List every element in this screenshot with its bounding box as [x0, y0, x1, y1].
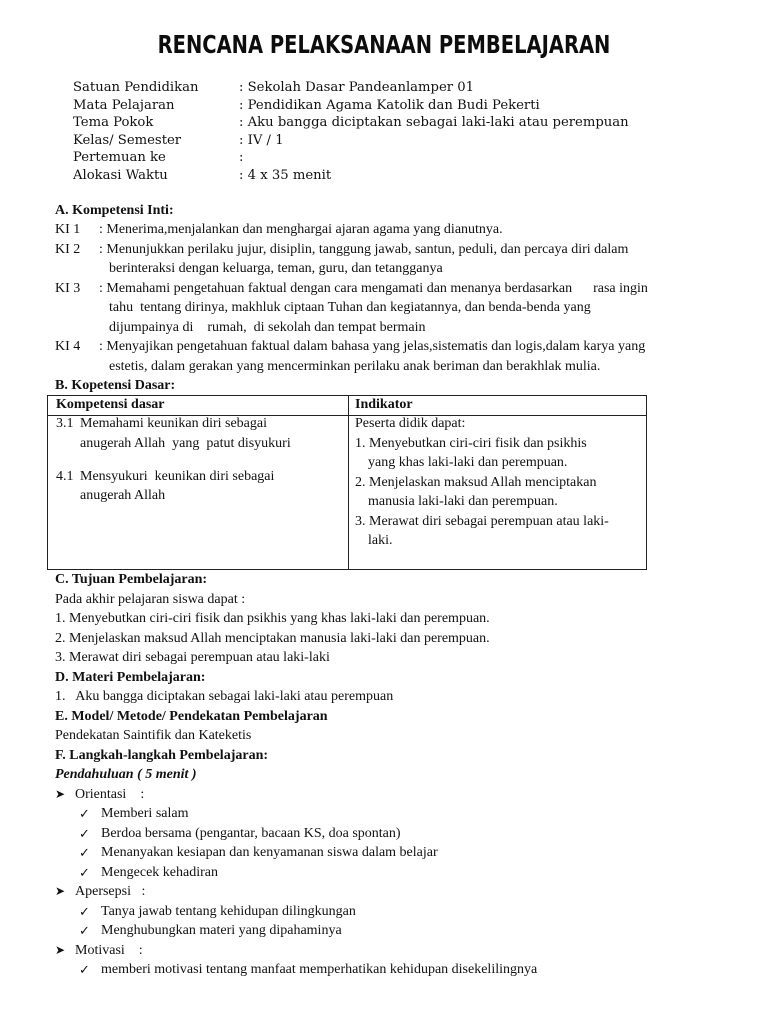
phase-heading: Pendahuluan ( 5 menit ): [55, 767, 197, 782]
kd-text: Mensyukuri keunikan diri sebagai: [80, 469, 275, 484]
section-e-text: Pendekatan Saintifik dan Kateketis: [55, 728, 252, 743]
indikator-text: yang khas laki-laki dan perempuan.: [368, 455, 568, 470]
identity-label: Mata Pelajaran: [73, 97, 175, 113]
ki-code: KI 2: [55, 241, 81, 257]
tujuan-item: 2. Menjelaskan maksud Allah menciptakan manusia laki-laki dan perempuan.: [55, 630, 490, 646]
indikator-intro: Peserta didik dapat:: [355, 416, 466, 431]
ki-code: KI 1: [55, 222, 81, 237]
step-item: Menghubungkan materi yang dipahaminya: [101, 923, 342, 938]
indikator-num: 3.: [355, 514, 366, 529]
kd-num: 4.1: [56, 469, 74, 484]
document-title: RENCANA PELAKSANAAN PEMBELAJARAN: [157, 30, 611, 59]
identity-value: : Aku bangga diciptakan sebagai laki-laki atau perempuan: [239, 115, 629, 130]
step-group-label: Apersepsi :: [75, 884, 146, 899]
identity-label: Kelas/ Semester: [73, 132, 182, 148]
kd-text: anugerah Allah: [80, 488, 166, 503]
table-header-kd: Kompetensi dasar: [56, 397, 165, 412]
indikator-text: Menjelaskan maksud Allah menciptakan: [369, 475, 597, 490]
ki-text: estetis, dalam gerakan yang mencerminkan perilaku anak beriman dan berakhlak mulia.: [109, 358, 601, 374]
step-item: Berdoa bersama (pengantar, bacaan KS, doa spontan): [101, 825, 401, 841]
ki-text: : Menyajikan pengetahuan faktual dalam bahasa yang jelas,sistematis dan logis,dalam karya yang: [99, 339, 646, 354]
kd-text: anugerah Allah yang patut disyukuri: [80, 436, 291, 451]
arrow-bullet-icon: ➤: [55, 786, 66, 801]
check-icon: ✓: [79, 903, 90, 919]
indikator-text: Menyebutkan ciri-ciri fisik dan psikhis: [369, 436, 587, 451]
step-item: memberi motivasi tentang manfaat memperhatikan kehidupan disekelilingnya: [101, 962, 538, 977]
step-group-label: Orientasi :: [75, 786, 145, 802]
arrow-bullet-icon: ➤: [55, 942, 66, 957]
identity-label: Satuan Pendidikan: [73, 80, 199, 95]
check-icon: ✓: [79, 806, 90, 821]
materi-item: 1. Aku bangga diciptakan sebagai laki-laki atau perempuan: [55, 689, 394, 704]
section-d-heading: D. Materi Pembelajaran:: [55, 669, 206, 685]
table-header-indikator: Indikator: [355, 397, 413, 412]
step-group-label: Motivasi :: [75, 942, 143, 958]
tujuan-item: 1. Menyebutkan ciri-ciri fisik dan psikhis yang khas laki-laki dan perempuan.: [55, 611, 490, 626]
identity-value: : Pendidikan Agama Katolik dan Budi Pekerti: [239, 97, 540, 113]
section-e-heading: E. Model/ Metode/ Pendekatan Pembelajaran: [55, 708, 328, 724]
indikator-num: 1.: [355, 436, 366, 451]
table-column-divider: [348, 396, 349, 569]
section-c-intro: Pada akhir pelajaran siswa dapat :: [55, 591, 246, 607]
check-icon: ✓: [79, 825, 90, 841]
ki-text: : Menunjukkan perilaku jujur, disiplin, tanggung jawab, santun, peduli, dan percaya diri dalam: [99, 241, 629, 257]
identity-value: :: [239, 150, 244, 165]
identity-label: Tema Pokok: [73, 115, 154, 130]
ki-code: KI 4: [55, 339, 81, 354]
indikator-text: manusia laki-laki dan perempuan.: [368, 494, 558, 509]
ki-text: dijumpainya di rumah, di sekolah dan tempat bermain: [109, 319, 426, 335]
step-item: Menanyakan kesiapan dan kenyamanan siswa dalam belajar: [101, 845, 438, 860]
indikator-num: 2.: [355, 475, 366, 490]
ki-text: tahu tentang dirinya, makhluk ciptaan Tuhan dan kegiatannya, dan benda-benda yang: [109, 300, 591, 315]
indikator-text: laki.: [368, 533, 393, 548]
kd-num: 3.1: [56, 416, 74, 431]
tujuan-item: 3. Merawat diri sebagai perempuan atau laki-laki: [55, 650, 330, 665]
kompetensi-dasar-table: [47, 395, 647, 570]
identity-label: Pertemuan ke: [73, 150, 166, 165]
kd-text: Memahami keunikan diri sebagai: [80, 416, 267, 431]
section-b-heading: B. Kopetensi Dasar:: [55, 378, 176, 393]
ki-code: KI 3: [55, 280, 81, 296]
arrow-bullet-icon: ➤: [55, 884, 66, 898]
section-c-heading: C. Tujuan Pembelajaran:: [55, 572, 208, 587]
ki-text: : Menerima,menjalankan dan menghargai ajaran agama yang dianutnya.: [99, 222, 503, 237]
ki-text: : Memahami pengetahuan faktual dengan cara mengamati dan menanya berdasarkan rasa ingin: [99, 280, 648, 296]
identity-value: : IV / 1: [239, 132, 284, 148]
step-item: Mengecek kehadiran: [101, 864, 218, 880]
identity-value: : 4 x 35 menit: [239, 167, 332, 183]
identity-value: : Sekolah Dasar Pandeanlamper 01: [239, 80, 475, 95]
indikator-text: Merawat diri sebagai perempuan atau laki-: [369, 514, 609, 529]
check-icon: ✓: [79, 923, 90, 938]
section-f-heading: F. Langkah-langkah Pembelajaran:: [55, 747, 269, 763]
check-icon: ✓: [79, 864, 90, 880]
section-a-heading: A. Kompetensi Inti:: [55, 203, 174, 218]
check-icon: ✓: [79, 962, 90, 977]
identity-label: Alokasi Waktu: [73, 167, 168, 183]
step-item: Tanya jawab tentang kehidupan dilingkungan: [101, 903, 356, 919]
ki-text: berinteraksi dengan keluarga, teman, guru, dan tetangganya: [109, 261, 443, 276]
step-item: Memberi salam: [101, 806, 189, 821]
check-icon: ✓: [79, 845, 90, 860]
